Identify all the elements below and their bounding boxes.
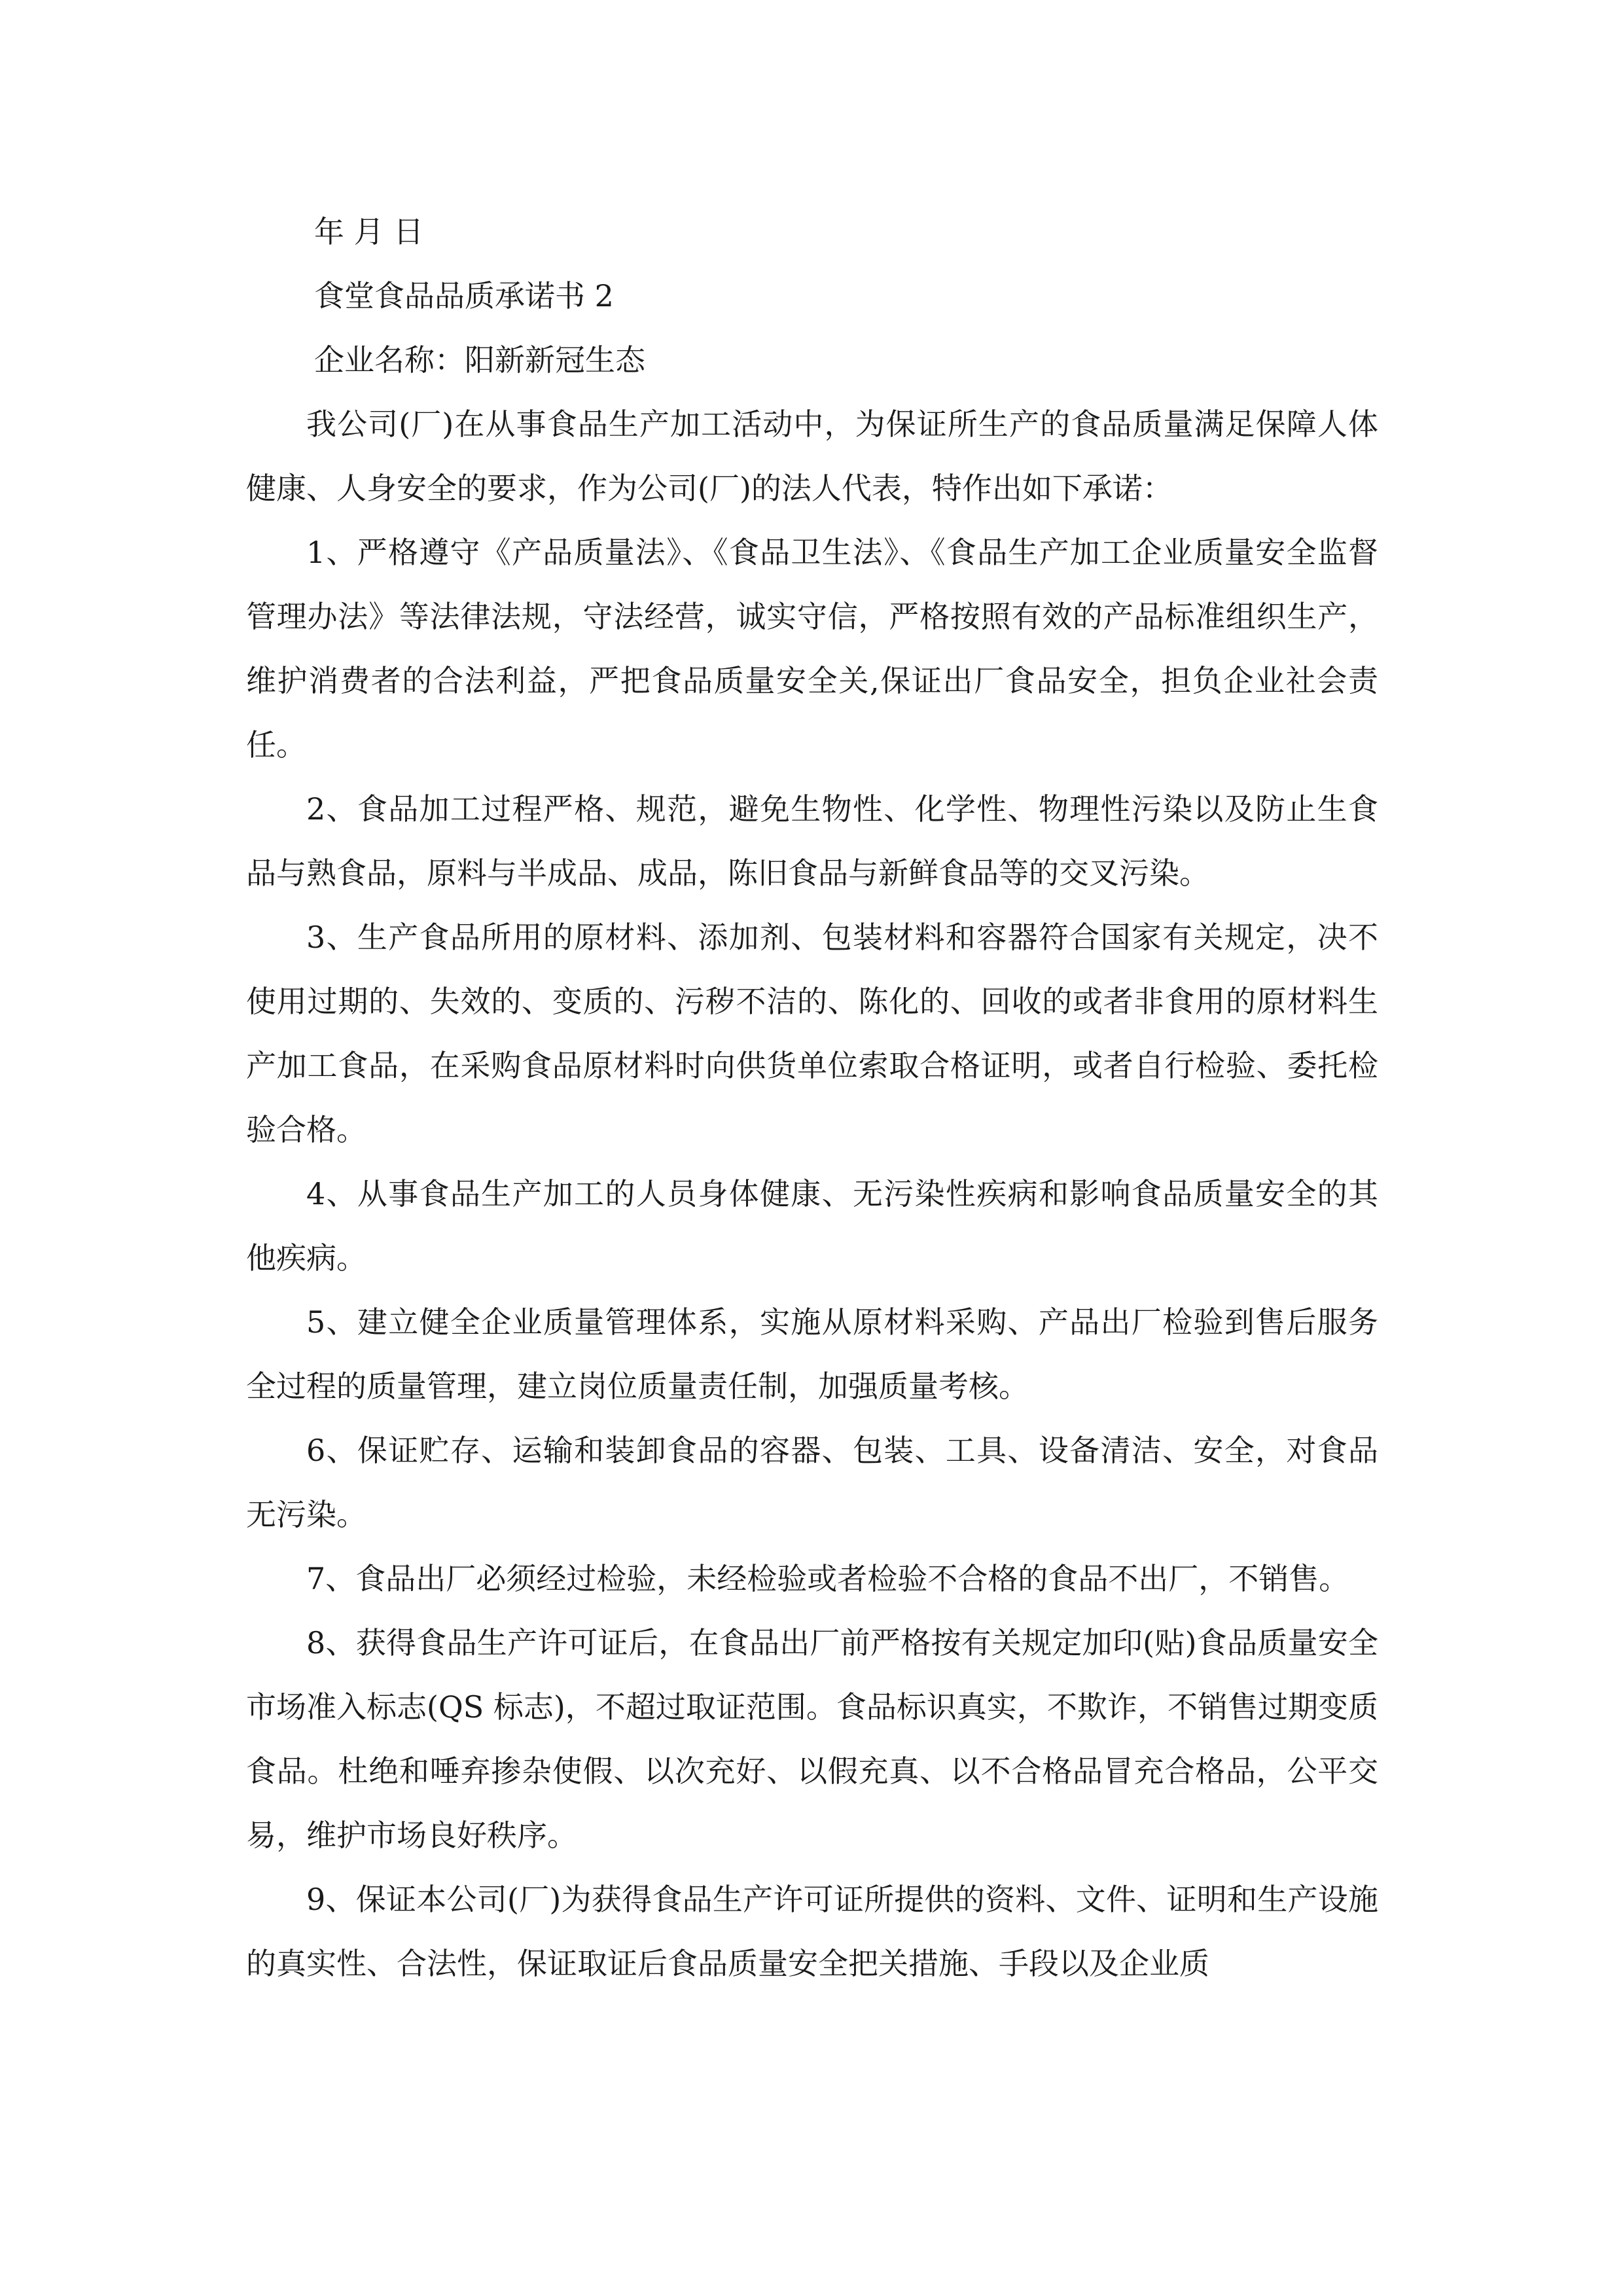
paragraph-item-1: 1、严格遵守《产品质量法》、《食品卫生法》、《食品生产加工企业质量安全监督管理办法》等法律法规，守法经营，诚实守信，严格按照有效的产品标准组织生产，维护消费者的合法利益，严把食品质量安全关,保证出厂食品安全，担负企业社会责任。 — [246, 535, 1378, 762]
paragraph-item-9: 9、保证本公司(厂)为获得食品生产许可证所提供的资料、文件、证明和生产设施的真实性、合法性，保证取证后食品质量安全把关措施、手段以及企业质 — [246, 1882, 1378, 1981]
paragraph-item-8: 8、获得食品生产许可证后，在食品出厂前严格按有关规定加印(贴)食品质量安全市场准入标志(QS 标志)，不超过取证范围。食品标识真实，不欺诈，不销售过期变质食品。杜绝和唾弃掺杂使假、以次充好、以假充真、以不合格品冒充合格品，公平交易，维护市场良好秩序。 — [246, 1625, 1378, 1853]
date-line: 年 月 日 — [314, 214, 424, 249]
paragraph-item-5: 5、建立健全企业质量管理体系，实施从原材料采购、产品出厂检验到售后服务全过程的质量管理，建立岗位质量责任制，加强质量考核。 — [246, 1304, 1378, 1404]
paragraph-item-3: 3、生产食品所用的原材料、添加剂、包装材料和容器符合国家有关规定，决不使用过期的、失效的、变质的、污秽不洁的、陈化的、回收的或者非食用的原材料生产加工食品，在采购食品原材料时向供货单位索取合格证明，或者自行检验、委托检验合格。 — [246, 920, 1378, 1147]
company-name-line: 企业名称：阳新新冠生态 — [314, 342, 645, 378]
paragraph-intro: 我公司(厂)在从事食品生产加工活动中，为保证所生产的食品质量满足保障人体健康、人身安全的要求，作为公司(厂)的法人代表，特作出如下承诺： — [246, 406, 1378, 506]
paragraph-item-7: 7、食品出厂必须经过检验，未经检验或者检验不合格的食品不出厂，不销售。 — [306, 1561, 1349, 1596]
document-body — [246, 200, 1378, 1996]
paragraph-item-2: 2、食品加工过程严格、规范，避免生物性、化学性、物理性污染以及防止生食品与熟食品，原料与半成品、成品，陈旧食品与新鲜食品等的交叉污染。 — [246, 791, 1378, 891]
paragraph-item-6: 6、保证贮存、运输和装卸食品的容器、包装、工具、设备清洁、安全，对食品无污染。 — [246, 1433, 1378, 1532]
paragraph-item-4: 4、从事食品生产加工的人员身体健康、无污染性疾病和影响食品质量安全的其他疾病。 — [246, 1176, 1378, 1276]
document-title: 食堂食品品质承诺书 2 — [314, 278, 614, 314]
